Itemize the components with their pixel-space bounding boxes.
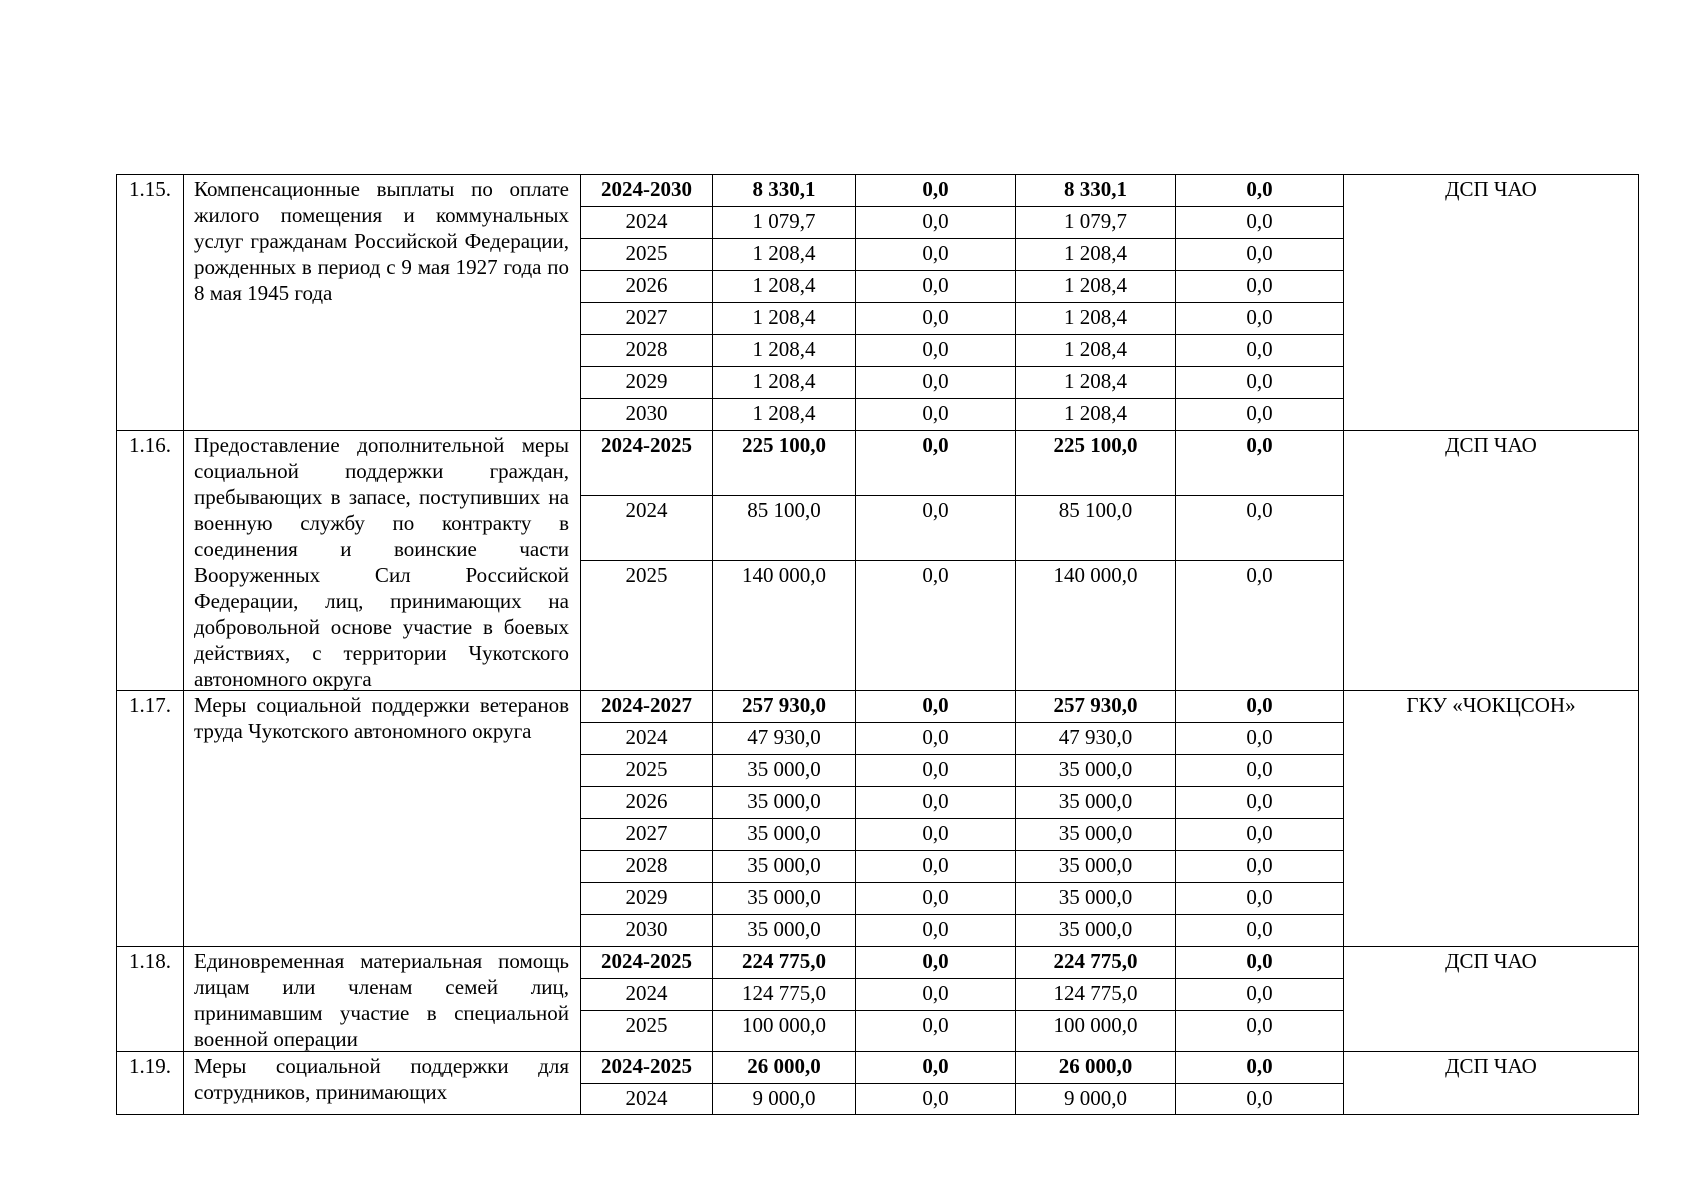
- row-rule: [580, 302, 1344, 303]
- row-regional: 35 000,0: [1058, 853, 1133, 877]
- row-federal: 0,0: [922, 401, 949, 425]
- row-regional: 1 208,4: [1064, 273, 1127, 297]
- row-period: 2024-2025: [601, 433, 692, 457]
- row-period: 2024: [625, 981, 668, 1005]
- row-federal: 0,0: [922, 981, 949, 1005]
- row-rule: [580, 1010, 1344, 1011]
- row-total: 47 930,0: [747, 725, 821, 749]
- row-other: 0,0: [1246, 1086, 1273, 1110]
- row-total: 1 208,4: [752, 241, 816, 265]
- section-number: 1.18.: [129, 949, 171, 973]
- row-period: 2024-2030: [601, 177, 692, 201]
- row-other: 0,0: [1246, 273, 1273, 297]
- row-total: 1 208,4: [752, 305, 816, 329]
- row-rule: [580, 978, 1344, 979]
- row-period: 2024-2025: [601, 949, 692, 973]
- section-number: 1.15.: [129, 177, 171, 201]
- row-federal: 0,0: [922, 433, 949, 457]
- row-total: 9 000,0: [752, 1086, 816, 1110]
- row-total: 35 000,0: [747, 789, 821, 813]
- row-regional: 140 000,0: [1053, 563, 1138, 587]
- row-rule: [580, 495, 1344, 496]
- row-period: 2025: [625, 563, 668, 587]
- row-federal: 0,0: [922, 177, 949, 201]
- row-period: 2024: [625, 498, 668, 522]
- row-regional: 35 000,0: [1058, 789, 1133, 813]
- row-regional: 257 930,0: [1053, 693, 1138, 717]
- row-federal: 0,0: [922, 273, 949, 297]
- row-total: 224 775,0: [742, 949, 826, 973]
- row-other: 0,0: [1246, 821, 1273, 845]
- row-other: 0,0: [1246, 885, 1273, 909]
- row-other: 0,0: [1246, 401, 1273, 425]
- row-other: 0,0: [1246, 369, 1273, 393]
- section-number: 1.19.: [129, 1054, 171, 1078]
- row-federal: 0,0: [922, 209, 949, 233]
- row-rule: [580, 270, 1344, 271]
- section-description: Единовременная материальная помощь лицам или членам семей лиц, принимавшим участие в специальной военной операции: [194, 949, 569, 1051]
- row-federal: 0,0: [922, 305, 949, 329]
- row-federal: 0,0: [922, 369, 949, 393]
- row-federal: 0,0: [922, 949, 949, 973]
- row-total: 100 000,0: [742, 1013, 826, 1037]
- row-period: 2024: [625, 1086, 668, 1110]
- row-other: 0,0: [1246, 981, 1273, 1005]
- row-federal: 0,0: [922, 337, 949, 361]
- row-other: 0,0: [1246, 433, 1273, 457]
- row-federal: 0,0: [922, 498, 949, 522]
- row-other: 0,0: [1246, 725, 1273, 749]
- row-regional: 26 000,0: [1058, 1054, 1133, 1078]
- row-federal: 0,0: [922, 1086, 949, 1110]
- row-regional: 1 208,4: [1064, 305, 1127, 329]
- row-period: 2030: [625, 917, 668, 941]
- row-period: 2029: [625, 369, 668, 393]
- row-other: 0,0: [1246, 757, 1273, 781]
- row-period: 2027: [625, 821, 668, 845]
- section-executor: ДСП ЧАО: [1445, 1054, 1537, 1078]
- row-regional: 35 000,0: [1058, 885, 1133, 909]
- row-rule: [580, 366, 1344, 367]
- row-rule: [580, 560, 1344, 561]
- row-total: 35 000,0: [747, 821, 821, 845]
- row-rule: [580, 1083, 1344, 1084]
- row-total: 35 000,0: [747, 757, 821, 781]
- row-rule: [580, 334, 1344, 335]
- row-total: 35 000,0: [747, 853, 821, 877]
- section-top-rule: [116, 1051, 1639, 1052]
- row-period: 2030: [625, 401, 668, 425]
- row-other: 0,0: [1246, 177, 1273, 201]
- row-period: 2025: [625, 757, 668, 781]
- section-executor: ДСП ЧАО: [1445, 177, 1537, 201]
- section-number: 1.17.: [129, 693, 171, 717]
- row-federal: 0,0: [922, 1054, 949, 1078]
- row-regional: 1 079,7: [1064, 209, 1127, 233]
- section-top-rule: [116, 430, 1639, 431]
- row-regional: 1 208,4: [1064, 241, 1127, 265]
- row-regional: 100 000,0: [1053, 1013, 1138, 1037]
- row-other: 0,0: [1246, 949, 1273, 973]
- row-regional: 35 000,0: [1058, 917, 1133, 941]
- row-total: 124 775,0: [742, 981, 826, 1005]
- row-period: 2026: [625, 273, 668, 297]
- row-period: 2028: [625, 337, 668, 361]
- row-federal: 0,0: [922, 563, 949, 587]
- row-other: 0,0: [1246, 563, 1273, 587]
- table-column-rule: [1638, 174, 1639, 1115]
- row-other: 0,0: [1246, 209, 1273, 233]
- row-total: 35 000,0: [747, 917, 821, 941]
- section-executor: ДСП ЧАО: [1445, 433, 1537, 457]
- row-period: 2026: [625, 789, 668, 813]
- row-federal: 0,0: [922, 853, 949, 877]
- row-total: 1 208,4: [752, 273, 816, 297]
- row-regional: 1 208,4: [1064, 337, 1127, 361]
- row-regional: 35 000,0: [1058, 757, 1133, 781]
- row-total: 1 079,7: [752, 209, 816, 233]
- row-federal: 0,0: [922, 885, 949, 909]
- row-other: 0,0: [1246, 693, 1273, 717]
- row-period: 2024-2025: [601, 1054, 692, 1078]
- row-total: 1 208,4: [752, 369, 816, 393]
- row-rule: [580, 754, 1344, 755]
- table-column-rule: [183, 174, 184, 1115]
- row-rule: [580, 914, 1344, 915]
- section-executor: ГКУ «ЧОКЦСОН»: [1406, 693, 1576, 717]
- row-total: 35 000,0: [747, 885, 821, 909]
- row-total: 8 330,1: [752, 177, 816, 201]
- row-other: 0,0: [1246, 1013, 1273, 1037]
- row-rule: [580, 398, 1344, 399]
- section-top-rule: [116, 690, 1639, 691]
- row-rule: [580, 818, 1344, 819]
- row-other: 0,0: [1246, 241, 1273, 265]
- row-other: 0,0: [1246, 917, 1273, 941]
- row-other: 0,0: [1246, 305, 1273, 329]
- row-regional: 85 100,0: [1058, 498, 1133, 522]
- row-period: 2025: [625, 1013, 668, 1037]
- row-rule: [580, 722, 1344, 723]
- row-period: 2024: [625, 725, 668, 749]
- row-period: 2029: [625, 885, 668, 909]
- row-regional: 1 208,4: [1064, 401, 1127, 425]
- section-description: Меры социальной поддержки для сотрудников, принимающих: [194, 1054, 569, 1104]
- table-bottom-rule: [116, 1114, 1639, 1115]
- row-federal: 0,0: [922, 693, 949, 717]
- row-regional: 35 000,0: [1058, 821, 1133, 845]
- row-federal: 0,0: [922, 917, 949, 941]
- section-description: Компенсационные выплаты по оплате жилого помещения и коммунальных услуг гражданам Российской Федерации, рожденных в период с 9 мая 1927 года по 8 мая 1945 года: [194, 177, 569, 305]
- row-total: 1 208,4: [752, 401, 816, 425]
- row-total: 257 930,0: [742, 693, 826, 717]
- row-regional: 225 100,0: [1053, 433, 1138, 457]
- row-other: 0,0: [1246, 1054, 1273, 1078]
- row-other: 0,0: [1246, 853, 1273, 877]
- row-regional: 8 330,1: [1064, 177, 1127, 201]
- section-executor: ДСП ЧАО: [1445, 949, 1537, 973]
- row-period: 2028: [625, 853, 668, 877]
- row-rule: [580, 786, 1344, 787]
- row-total: 1 208,4: [752, 337, 816, 361]
- section-number: 1.16.: [129, 433, 171, 457]
- row-period: 2027: [625, 305, 668, 329]
- row-federal: 0,0: [922, 757, 949, 781]
- section-top-rule: [116, 946, 1639, 947]
- row-regional: 9 000,0: [1064, 1086, 1127, 1110]
- row-regional: 47 930,0: [1058, 725, 1133, 749]
- row-period: 2025: [625, 241, 668, 265]
- row-other: 0,0: [1246, 337, 1273, 361]
- row-rule: [580, 238, 1344, 239]
- row-regional: 124 775,0: [1053, 981, 1138, 1005]
- row-federal: 0,0: [922, 725, 949, 749]
- row-total: 140 000,0: [742, 563, 826, 587]
- row-rule: [580, 882, 1344, 883]
- section-description: Меры социальной поддержки ветеранов труда Чукотского автономного округа: [194, 693, 569, 743]
- row-federal: 0,0: [922, 821, 949, 845]
- row-total: 225 100,0: [742, 433, 826, 457]
- row-other: 0,0: [1246, 498, 1273, 522]
- row-regional: 224 775,0: [1053, 949, 1138, 973]
- row-other: 0,0: [1246, 789, 1273, 813]
- row-rule: [580, 850, 1344, 851]
- row-federal: 0,0: [922, 789, 949, 813]
- row-period: 2024-2027: [601, 693, 692, 717]
- section-top-rule: [116, 174, 1639, 175]
- row-period: 2024: [625, 209, 668, 233]
- row-regional: 1 208,4: [1064, 369, 1127, 393]
- row-total: 26 000,0: [747, 1054, 821, 1078]
- row-rule: [580, 206, 1344, 207]
- row-federal: 0,0: [922, 241, 949, 265]
- section-description: Предоставление дополнительной меры социальной поддержки граждан, пребывающих в запасе, поступивших на военную службу по контракту в соединения и воинские части Вооруженных Сил Российской Федерации, лиц, принимающих на добровольной основе участие в боевых действиях, с территории Чукотского автономного округа: [194, 433, 569, 690]
- row-total: 85 100,0: [747, 498, 821, 522]
- row-federal: 0,0: [922, 1013, 949, 1037]
